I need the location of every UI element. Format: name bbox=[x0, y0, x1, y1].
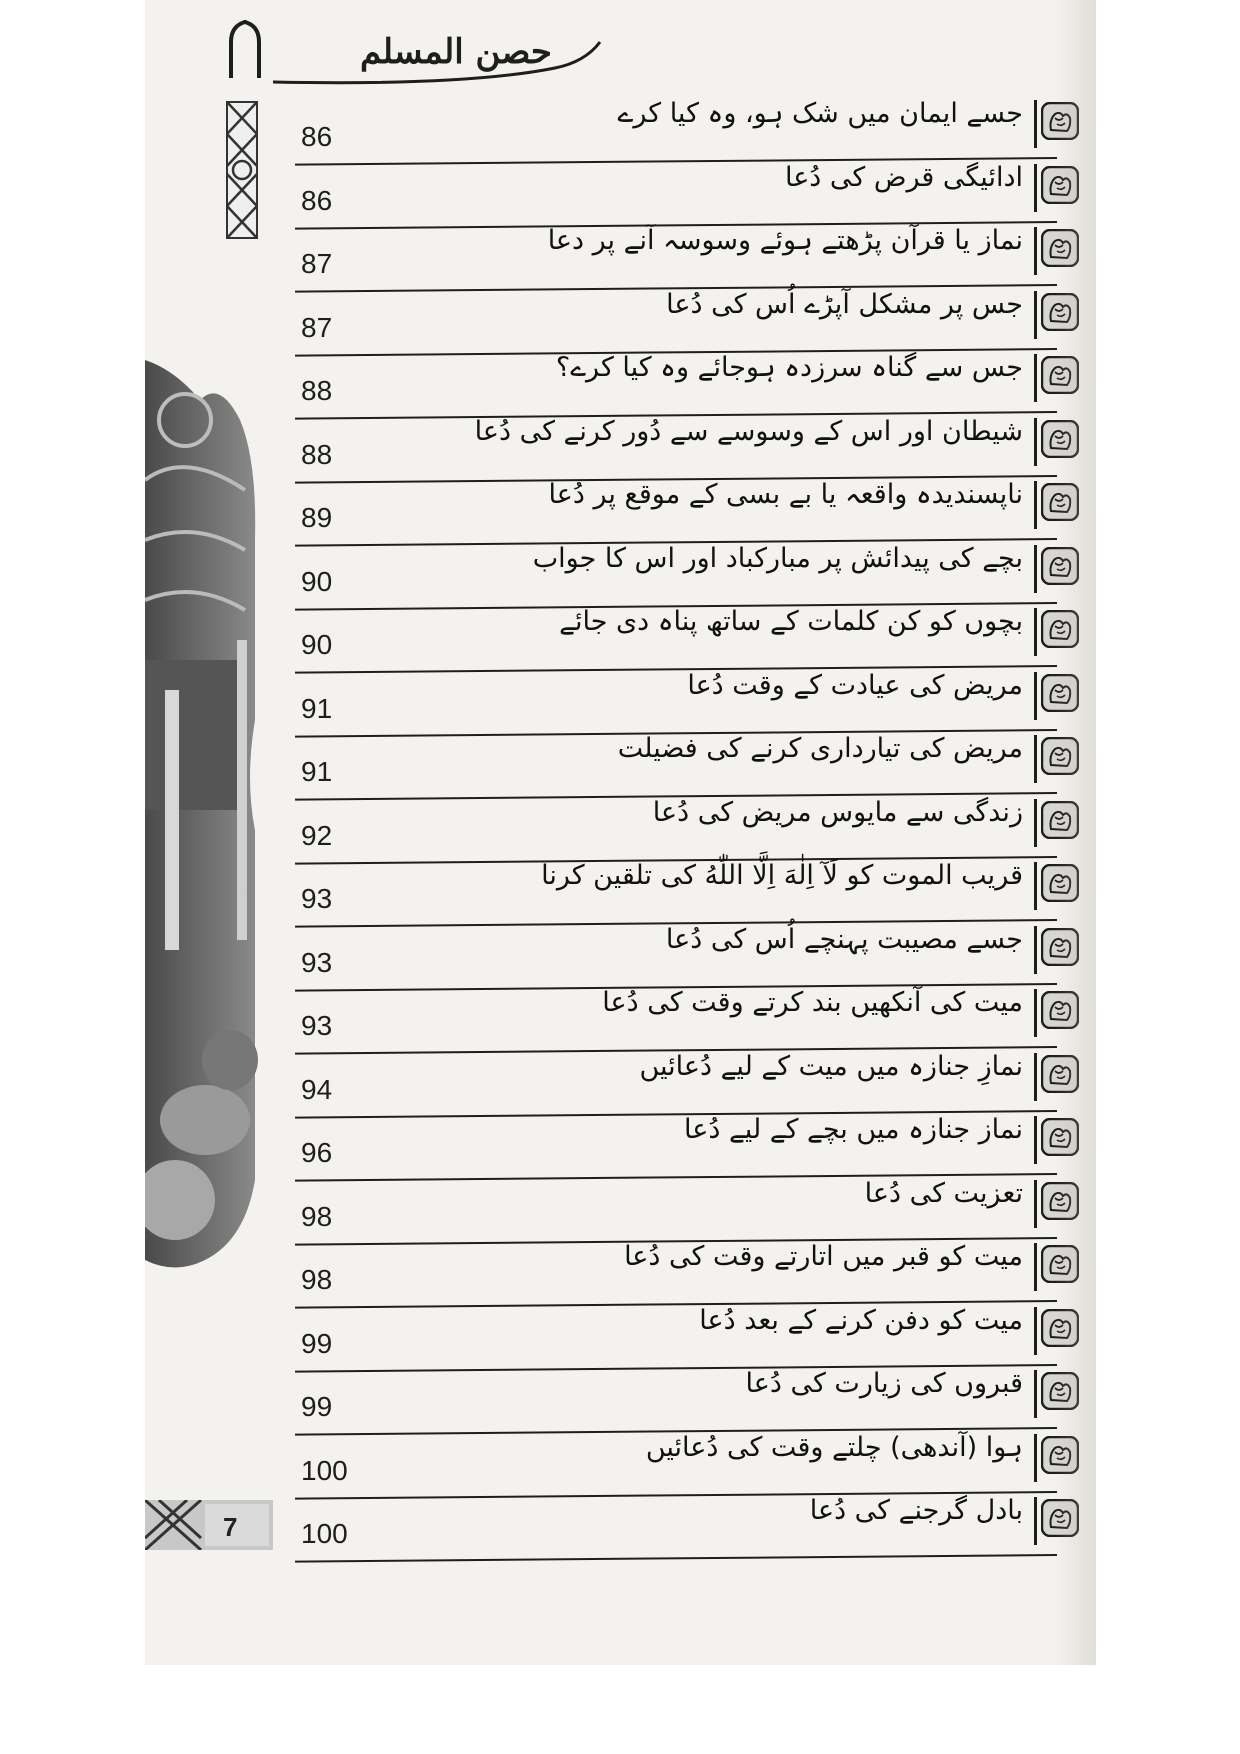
toc-page-number: 99 bbox=[301, 1327, 333, 1359]
book-page bbox=[145, 0, 1096, 1665]
toc-row[interactable] bbox=[295, 795, 1085, 858]
entry-divider bbox=[1034, 164, 1037, 212]
toc-entry-title: نماز جنازہ میں بچے کے لیے دُعا bbox=[684, 1114, 1023, 1145]
entry-divider bbox=[1034, 1053, 1037, 1101]
hands-dua-icon bbox=[1041, 102, 1079, 140]
toc-entry-title: جس پر مشکل آپڑے اُس کی دُعا bbox=[666, 288, 1023, 320]
toc-page-number: 100 bbox=[301, 1454, 348, 1486]
toc-entry-title: شیطان اور اس کے وسوسے سے دُور کرنے کی دُعا bbox=[474, 415, 1023, 447]
toc-rule-line bbox=[295, 1554, 1057, 1563]
toc-entry-title: زندگی سے مایوس مریض کی دُعا bbox=[652, 796, 1023, 828]
hands-dua-icon bbox=[1041, 1245, 1079, 1283]
toc-page-number: 92 bbox=[301, 819, 333, 851]
toc-page-number: 99 bbox=[301, 1391, 333, 1422]
toc-page-number: 93 bbox=[301, 1010, 333, 1041]
entry-divider bbox=[1034, 862, 1037, 910]
entry-divider bbox=[1034, 227, 1037, 275]
toc-page-number: 100 bbox=[301, 1518, 348, 1549]
hands-dua-icon bbox=[1041, 420, 1079, 458]
toc-row[interactable] bbox=[295, 1176, 1085, 1239]
toc-entry-title: قریب الموت کو لَآ اِلٰهَ اِلَّا اللّٰهُ کی تلقین کرنا bbox=[541, 860, 1023, 891]
entry-divider bbox=[1034, 799, 1037, 847]
toc-page-number: 87 bbox=[301, 311, 333, 343]
entry-divider bbox=[1034, 1243, 1037, 1291]
hands-dua-icon bbox=[1041, 166, 1079, 204]
toc-page-number: 91 bbox=[301, 756, 333, 787]
toc-page-number: 86 bbox=[301, 121, 333, 152]
hands-dua-icon bbox=[1041, 928, 1079, 966]
entry-divider bbox=[1034, 545, 1037, 593]
hands-dua-icon bbox=[1041, 1499, 1079, 1537]
toc-entry-title: میت کو قبر میں اتارتے وقت کی دُعا bbox=[624, 1241, 1023, 1272]
toc-row[interactable] bbox=[295, 541, 1085, 604]
hands-dua-icon bbox=[1041, 801, 1079, 839]
hands-dua-icon bbox=[1041, 293, 1079, 331]
hands-dua-icon bbox=[1041, 737, 1079, 775]
entry-divider bbox=[1034, 735, 1037, 783]
geometric-ornament-icon bbox=[225, 100, 259, 240]
toc-row[interactable] bbox=[295, 731, 1085, 794]
hands-dua-icon bbox=[1041, 1182, 1079, 1220]
toc-row[interactable] bbox=[295, 1049, 1085, 1112]
toc-page-number: 88 bbox=[301, 375, 333, 406]
toc-row[interactable] bbox=[295, 985, 1085, 1048]
entry-divider bbox=[1034, 1307, 1037, 1355]
toc-entry-title: ناپسندیدہ واقعہ یا بے بسی کے موقع پر دُعا bbox=[548, 479, 1023, 510]
toc-row[interactable] bbox=[295, 1493, 1085, 1556]
toc-row[interactable] bbox=[295, 922, 1085, 985]
toc-page-number: 88 bbox=[301, 438, 333, 470]
hands-dua-icon bbox=[1041, 674, 1079, 712]
toc-entry-title: میت کو دفن کرنے کے بعد دُعا bbox=[699, 1304, 1023, 1336]
entry-divider bbox=[1034, 100, 1037, 148]
toc-row[interactable] bbox=[295, 350, 1085, 413]
toc-page-number: 98 bbox=[301, 1264, 333, 1295]
toc-page-number: 93 bbox=[301, 946, 333, 978]
hands-dua-icon bbox=[1041, 483, 1079, 521]
toc-page-number: 94 bbox=[301, 1073, 333, 1105]
mosque-door-photo bbox=[145, 360, 265, 1280]
page-number-badge bbox=[145, 1500, 273, 1550]
toc-page-number: 93 bbox=[301, 883, 333, 914]
hands-dua-icon bbox=[1041, 991, 1079, 1029]
toc-entry-title: نماز یا قرآن پڑھتے ہوئے وسوسہ آنے پر دعا bbox=[547, 225, 1023, 256]
toc-entry-title: تعزیت کی دُعا bbox=[864, 1177, 1023, 1209]
toc-entry-title: جس سے گناہ سرزدہ ہوجائے وہ کیا کرے؟ bbox=[555, 352, 1023, 383]
toc-row[interactable] bbox=[295, 604, 1085, 667]
entry-divider bbox=[1034, 418, 1037, 466]
entry-divider bbox=[1034, 354, 1037, 402]
entry-divider bbox=[1034, 672, 1037, 720]
toc-page-number: 86 bbox=[301, 184, 333, 216]
entry-divider bbox=[1034, 1116, 1037, 1164]
toc-entry-title: مریض کی تیارداری کرنے کی فضیلت bbox=[617, 733, 1023, 764]
toc-page-number: 87 bbox=[301, 248, 333, 279]
entry-divider bbox=[1034, 1370, 1037, 1418]
hands-dua-icon bbox=[1041, 356, 1079, 394]
page-number: 7 bbox=[223, 1512, 238, 1542]
toc-row[interactable] bbox=[295, 287, 1085, 350]
page-title: حصن المسلم bbox=[360, 32, 552, 72]
toc-entry-title: جسے مصیبت پہنچے اُس کی دُعا bbox=[665, 923, 1023, 955]
hands-dua-icon bbox=[1041, 1372, 1079, 1410]
hands-dua-icon bbox=[1041, 1436, 1079, 1474]
toc-entry-title: جسے ایمان میں شک ہو، وہ کیا کرے bbox=[617, 98, 1023, 129]
entry-divider bbox=[1034, 291, 1037, 339]
toc-entry-title: بچے کی پیدائش پر مبارکباد اور اس کا جواب bbox=[532, 542, 1023, 574]
hands-dua-icon bbox=[1041, 547, 1079, 585]
toc-entry-title: بچوں کو کن کلمات کے ساتھ پناہ دی جائے bbox=[559, 606, 1023, 637]
toc-entry-title: نمازِ جنازہ میں میت کے لیے دُعائیں bbox=[639, 1050, 1023, 1082]
entry-divider bbox=[1034, 926, 1037, 974]
hands-dua-icon bbox=[1041, 1309, 1079, 1347]
entry-divider bbox=[1034, 481, 1037, 529]
entry-divider bbox=[1034, 1497, 1037, 1545]
toc-row[interactable] bbox=[295, 477, 1085, 540]
toc-page-number: 90 bbox=[301, 565, 333, 597]
toc-row[interactable] bbox=[295, 414, 1085, 477]
toc-row[interactable] bbox=[295, 96, 1085, 159]
entry-divider bbox=[1034, 1180, 1037, 1228]
toc-entry-title: ادائیگی قرض کی دُعا bbox=[784, 161, 1023, 193]
toc-entry-title: ہوا (آندھی) چلتے وقت کی دُعائیں bbox=[645, 1431, 1023, 1463]
toc-row[interactable] bbox=[295, 1239, 1085, 1302]
toc-row[interactable] bbox=[295, 1366, 1085, 1429]
toc-page-number: 98 bbox=[301, 1200, 333, 1232]
toc-row[interactable] bbox=[295, 223, 1085, 286]
toc-entry-title: مریض کی عیادت کے وقت دُعا bbox=[687, 669, 1023, 701]
toc-page-number: 96 bbox=[301, 1137, 333, 1168]
running-header bbox=[225, 20, 625, 90]
entry-divider bbox=[1034, 989, 1037, 1037]
toc-page-number: 89 bbox=[301, 502, 333, 533]
entry-divider bbox=[1034, 1434, 1037, 1482]
toc-row[interactable] bbox=[295, 160, 1085, 223]
toc-row[interactable] bbox=[295, 1112, 1085, 1175]
toc-row[interactable] bbox=[295, 1430, 1085, 1493]
hands-dua-icon bbox=[1041, 229, 1079, 267]
toc-row[interactable] bbox=[295, 858, 1085, 921]
toc-entry-title: میت کی آنکھیں بند کرتے وقت کی دُعا bbox=[602, 987, 1023, 1018]
hands-dua-icon bbox=[1041, 1055, 1079, 1093]
entry-divider bbox=[1034, 608, 1037, 656]
toc-entry-title: قبروں کی زیارت کی دُعا bbox=[745, 1368, 1023, 1399]
toc-entry-title: بادل گرجنے کی دُعا bbox=[809, 1495, 1023, 1526]
toc-page-number: 90 bbox=[301, 629, 333, 660]
toc-page-number: 91 bbox=[301, 692, 333, 724]
hands-dua-icon bbox=[1041, 864, 1079, 902]
hands-dua-icon bbox=[1041, 1118, 1079, 1156]
toc-row[interactable] bbox=[295, 668, 1085, 731]
toc-row[interactable] bbox=[295, 1303, 1085, 1366]
hands-dua-icon bbox=[1041, 610, 1079, 648]
